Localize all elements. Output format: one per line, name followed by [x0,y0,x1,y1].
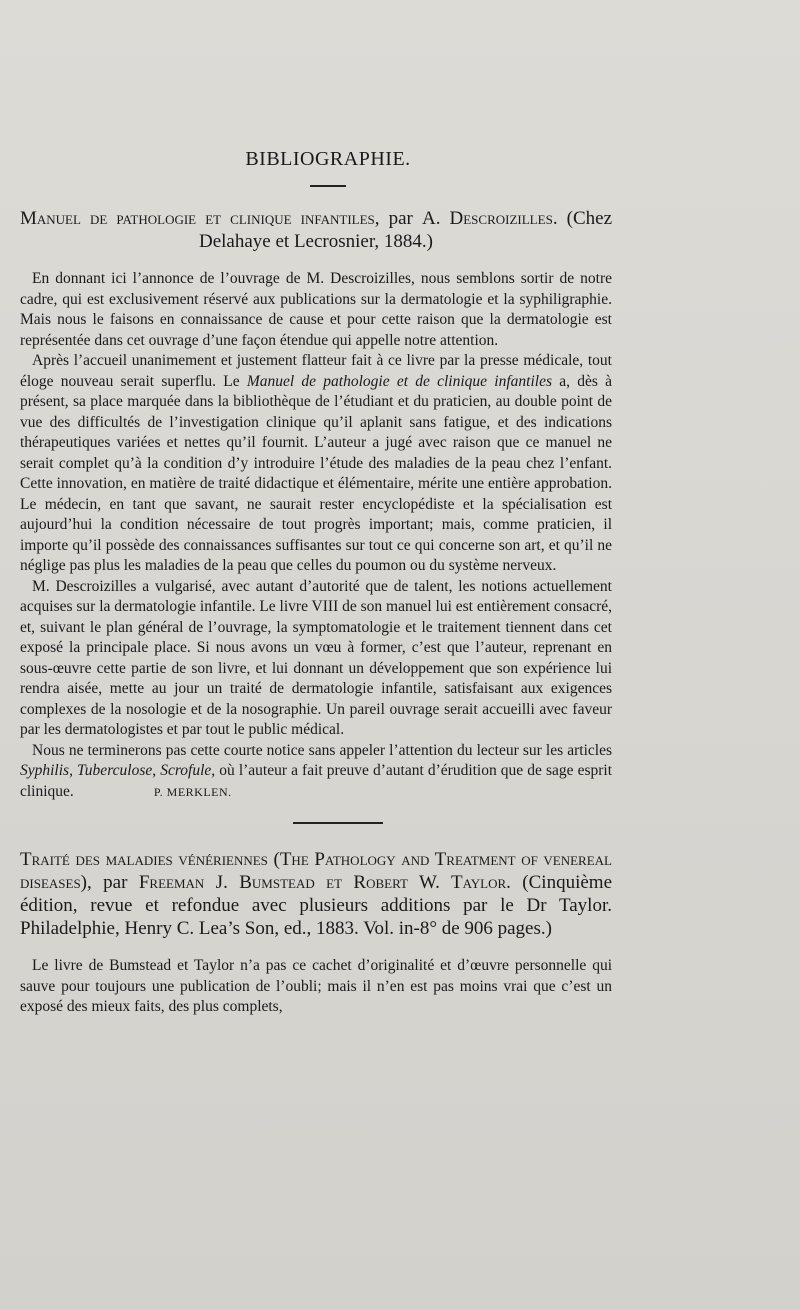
heading-divider [310,185,346,187]
review-1-p4-article-2: Tuberculose [77,762,153,779]
review-2-book-title: Traité des maladies vénériennes (The Pathology and Treatment of venereal diseases) [20,849,612,893]
review-1-p4-sep-1: , [69,762,78,779]
review-2-edition-info: . (Cinquième édition, revue et refondue avec plusieurs additions par le Dr Taylor. Philadelphie, Henry C. Lea’s Son, ed., 1883. Vol. in-8° de 906 pages.) [20,872,613,939]
review-1-book-title: Manuel de pathologie et clinique infantiles [20,208,375,229]
review-2-body [20,956,612,1018]
review-1-body [20,269,612,802]
review-1-paragraph-1: En donnant ici l’annonce de l’ouvrage de M. Descroizilles, nous semblons sortir de notre cadre, qui est exclusivement réservé aux publications sur la dermatologie et la syphiligraphie. Mais nous le faisons en connaissance de cause et pour cette raison que la dermatologie est représentée dans cet ouvrage d’une façon étendue qui appelle notre attention. [20,270,612,349]
review-1-p4-sep-2: , [152,762,161,779]
review-1-title [20,207,612,253]
review-1-p4-article-1: Syphilis [20,762,70,779]
review-1-paragraph-4 [20,741,612,803]
review-2-title [20,848,612,940]
review-1-paragraph-2 [20,351,612,577]
review-1-signature: P. MERKLEN. [153,784,232,799]
review-2-authors: Freeman J. Bumstead et Robert W. Taylor [138,872,507,893]
review-1-publisher: . (Chez Delahaye et Lecrosnier, 1884.) [199,208,613,252]
review-1-title-par: , par [374,208,422,229]
review-1-p4-article-3: Scrofule [160,762,212,779]
review-2-paragraph-1: Le livre de Bumstead et Taylor n’a pas ce cachet d’originalité et d’œuvre personnelle qui sauve pour toujours une publication de l’oubli; mais il n’en est pas moins vrai que c’est un exposé des mieux faits, des plus complets, [20,957,612,1015]
review-1-p2-rest: a, dès à présent, sa place marquée dans la bibliothèque de l’étudiant et du praticien, au double point de vue des difficultés de l’investigation clinique qu’il aplanit sans fatigue, et des indications thérapeutiques variées et nettes qu’il fournit. L’auteur a jugé avec raison que ce manuel ne serait complet qu’à la condition d’y introduire l’étude des maladies de la peau chez l’enfant. Cette innovation, en matière de traité didactique et élémentaire, mérite une entière approbation. Le médecin, en tant que savant, ne saurait rester encyclopédiste et la spécialisation est aujourd’hui la condition nécessaire de tout progrès important; mais, comme praticien, il importe qu’il possède des connaissances suffisantes sur tout ce qui concerne son art, et qu’il ne néglige pas plus les maladies de la peau que celles du poumon ou du système nerveux. [20,372,612,574]
review-1-author: A. Descroizilles [421,208,553,229]
review-divider [293,822,383,824]
review-1-paragraph-3: M. Descroizilles a vulgarisé, avec autant d’autorité que de talent, les notions actuellement acquises sur la dermatologie infantile. Le livre VIII de son manuel lui est entièrement consacré, et, suivant le plan général de l’ouvrage, la symptomatologie et le traitement tiennent dans cet exposé la principale place. Si nous avons un vœu à former, c’est que l’auteur, reprenant en sous-œuvre cette partie de son livre, et lui donnant un développement que son expérience lui rendra aisée, mette au jour un traité de dermatologie infantile, satisfaisant aux exigences complexes de la nosologie et de la nosographie. Un pareil ouvrage serait accueilli avec faveur par les dermatologistes et par tout le public médical. [20,577,612,738]
review-1-p4-start: Nous ne terminerons pas cette courte notice sans appeler l’attention du lecteur sur les articles [32,741,612,759]
review-1-p2-book-title: Manuel de pathologie et de clinique infantiles [246,372,552,390]
page-content [20,148,612,1018]
review-2-title-par: , par [87,872,139,893]
review-1-p2-start: Après l’accueil unanimement et justement flatteur fait à ce livre par la presse médicale, tout éloge nouveau serait superflu. Le [20,352,612,390]
section-heading: BIBLIOGRAPHIE. [245,148,411,170]
review-1-p4-end: , où l’auteur a fait preuve d’autant d’érudition que de sage esprit clinique. [20,762,613,800]
